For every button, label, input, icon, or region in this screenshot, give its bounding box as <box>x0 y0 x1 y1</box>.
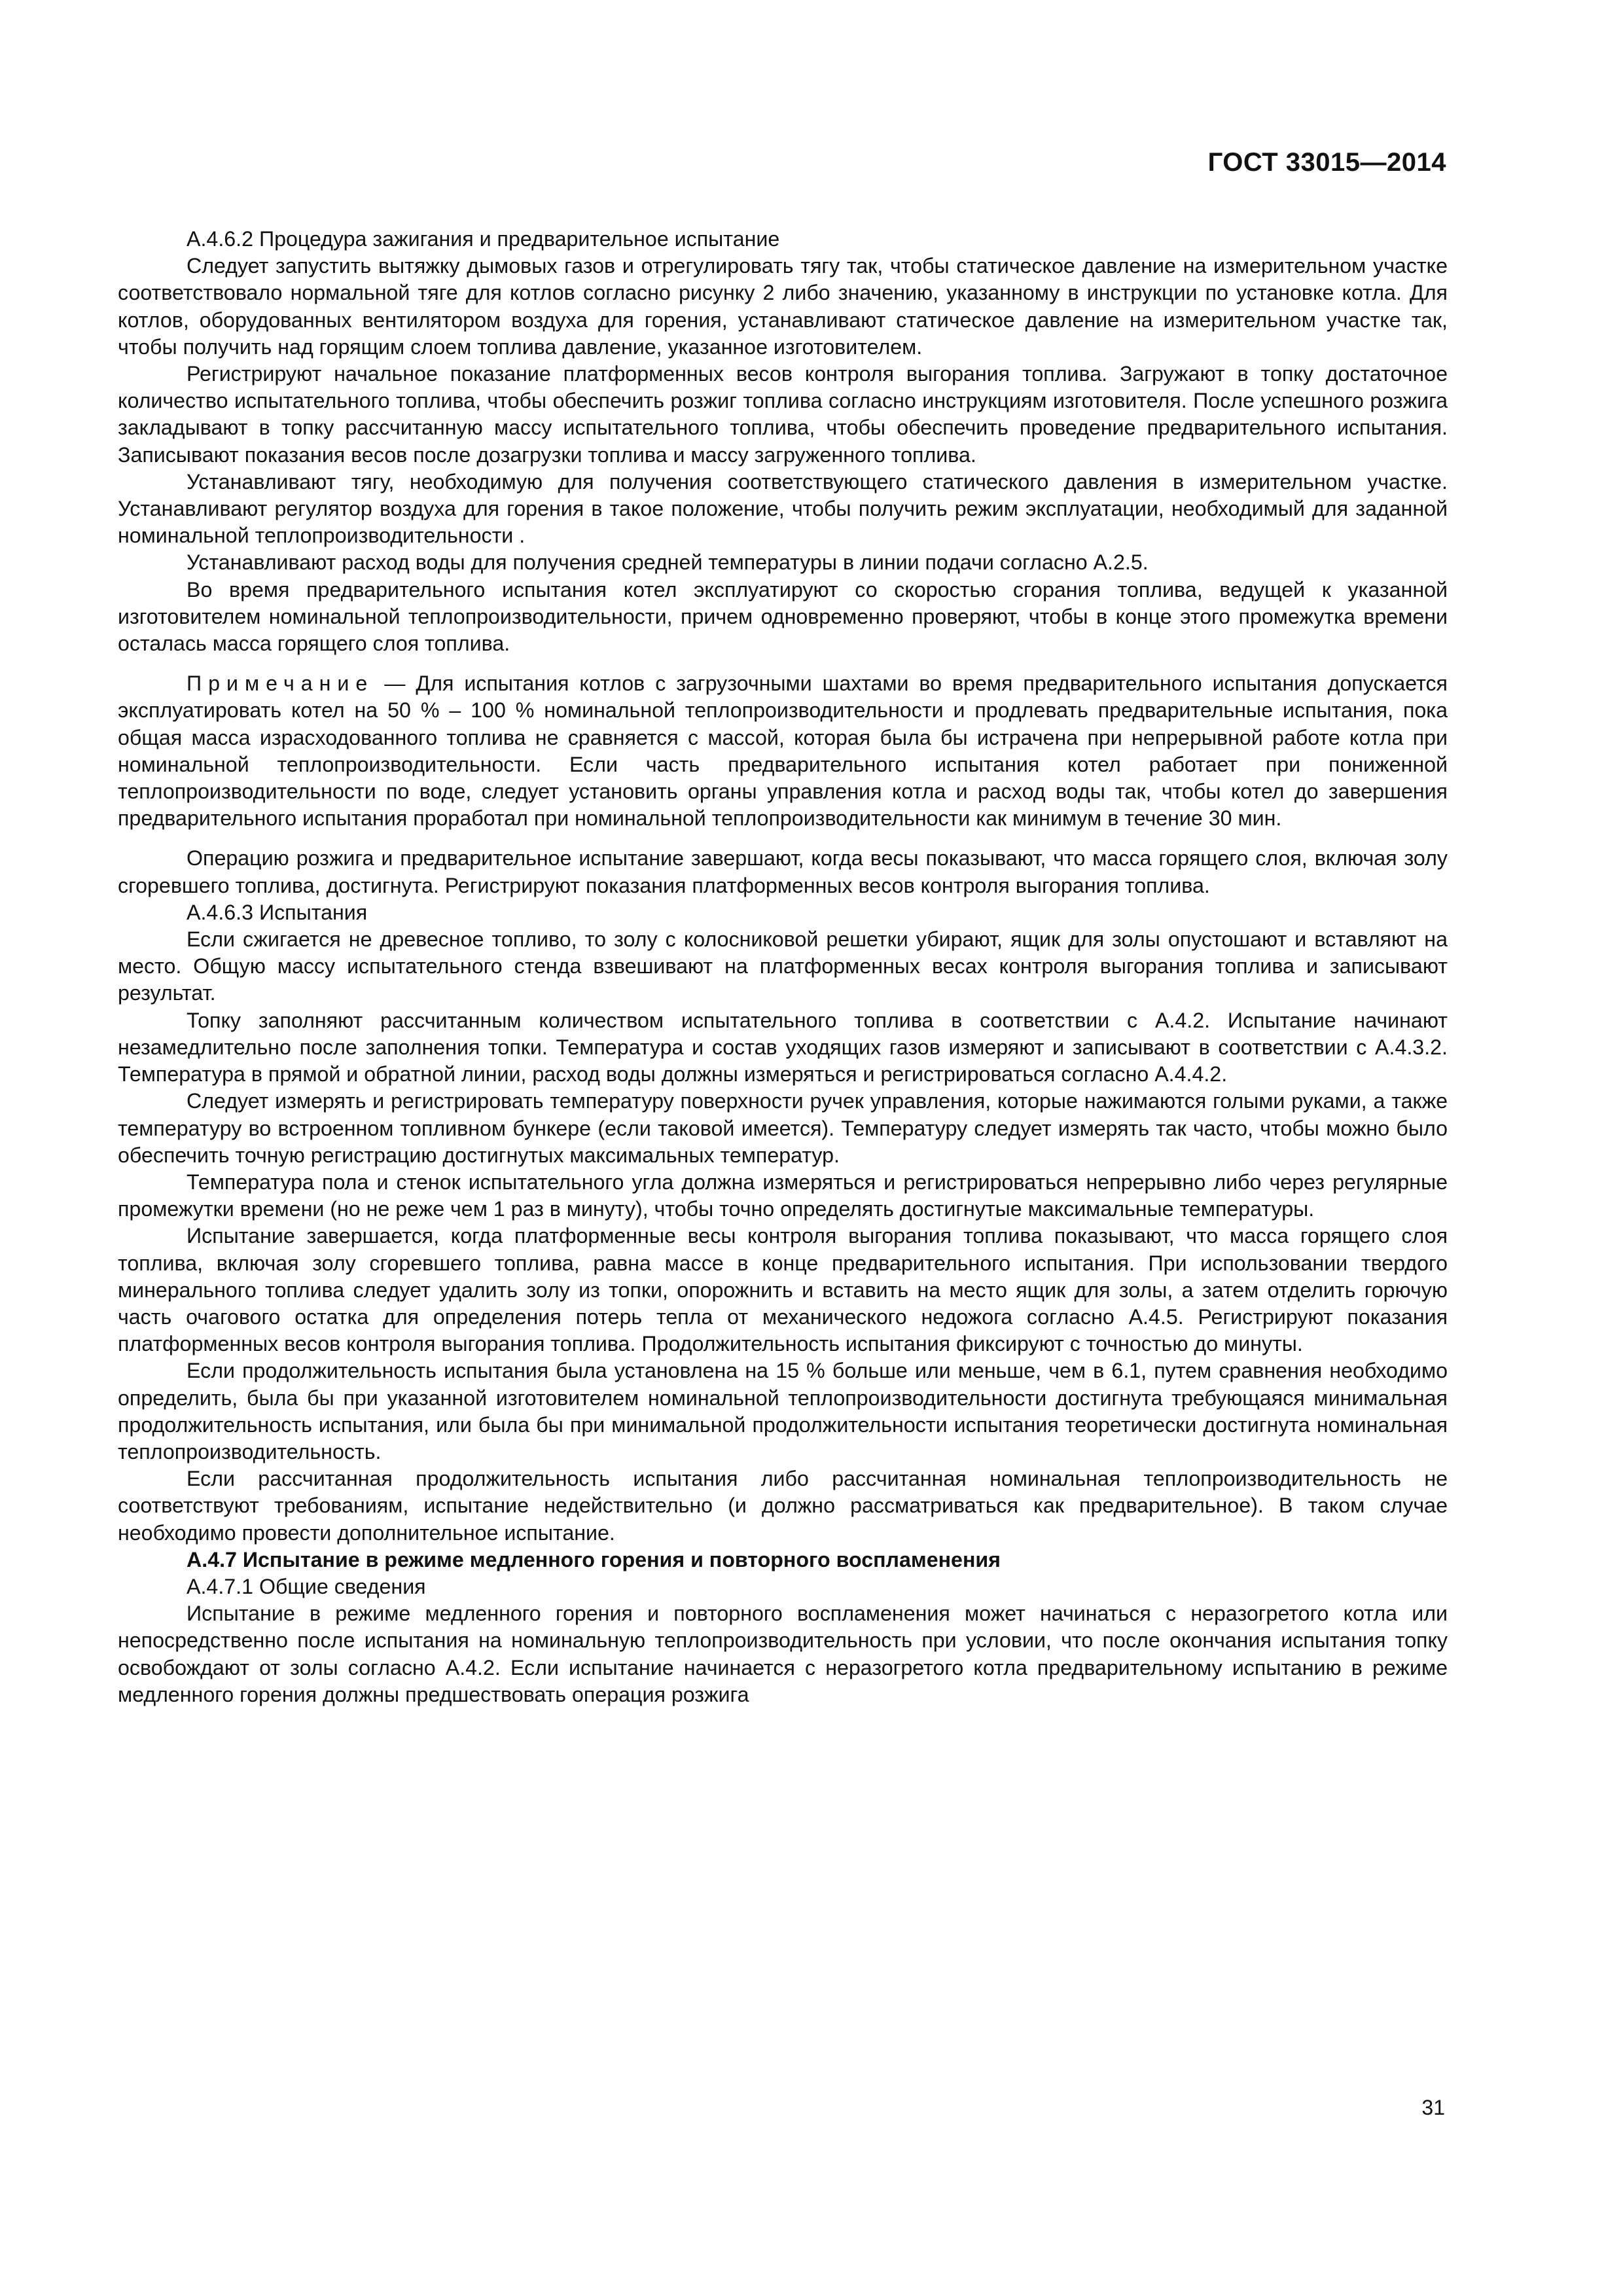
paragraph: Испытание завершается, когда платформенные весы контроля выгорания топлива показывают, что масса горящего слоя топлива, включая золу сгоревшего топлива, равна массе в конце предварительного испытания. При использовании твердого минерального топлива следует удалить золу из топки, опорожнить и вставить на место ящик для золы, а затем отделить горючую часть очагового остатка для определения потерь тепла от механического недожога согласно А.4.5. Регистрируют показания платформенных весов контроля выгорания топлива. Продолжительность испытания фиксируют с точностью до минуты. <box>118 1224 1448 1356</box>
document-body <box>118 226 1448 1708</box>
paragraph: Если продолжительность испытания была установлена на 15 % больше или меньше, чем в 6.1, путем сравнения необходимо определить, была бы при указанной изготовителем номинальной теплопроизводительности достигнута требующаяся минимальная продолжительность испытания, или была бы при минимальной продолжительности испытания теоретически достигнута номинальная теплопроизводительность. <box>118 1359 1448 1463</box>
page-number: 31 <box>1421 2096 1445 2119</box>
section-heading-a-4-7: А.4.7 Испытание в режиме медленного горения и повторного воспламенения <box>187 1547 1001 1571</box>
subsection-heading-a-4-6-3: А.4.6.3 Испытания <box>187 900 368 924</box>
note-paragraph <box>118 670 1448 832</box>
note-label: Примечание <box>187 672 374 696</box>
paragraph: Устанавливают расход воды для получения средней температуры в линии подачи согласно А.2.5. <box>187 550 1149 575</box>
paragraph: Во время предварительного испытания котел эксплуатируют со скоростью сгорания топлива, ведущей к указанной изготовителем номинальной теплопроизводительности, причем одновременно проверяют, чтобы в конце этого промежутка времени осталась масса горящего слоя топлива. <box>118 577 1448 656</box>
paragraph: Если сжигается не древесное топливо, то золу с колосниковой решетки убирают, ящик для золы опустошают и вставляют на место. Общую массу испытательного стенда взвешивают на платформенных весах контроля выгорания топлива и записывают результат. <box>118 927 1448 1005</box>
paragraph: Устанавливают тягу, необходимую для получения соответствующего статического давления в измерительном участке. Устанавливают регулятор воздуха для горения в такое положение, чтобы получить режим эксплуатации, необходимый для заданной номинальной теплопроизводительности . <box>118 469 1448 548</box>
paragraph: Если рассчитанная продолжительность испытания либо рассчитанная номинальная теплопроизводительность не соответствуют требованиям, испытание недействительно (и должно рассматриваться как предварительное). В таком случае необходимо провести дополнительное испытание. <box>118 1467 1448 1545</box>
paragraph: Температура пола и стенок испытательного угла должна измеряться и регистрироваться непрерывно либо через регулярные промежутки времени (но не реже чем 1 раз в минуту), чтобы точно определять достигнутые максимальные температуры. <box>118 1170 1448 1221</box>
paragraph: Регистрируют начальное показание платформенных весов контроля выгорания топлива. Загружают в топку достаточное количество испытательного топлива, чтобы обеспечить розжиг топлива согласно инструкциям изготовителя. После успешного розжига закладывают в топку рассчитанную массу испытательного топлива, чтобы обеспечить проведение предварительного испытания. Записывают показания весов после дозагрузки топлива и массу загруженного топлива. <box>118 362 1448 467</box>
paragraph: Следует запустить вытяжку дымовых газов и отрегулировать тягу так, чтобы статическое давление на измерительном участке соответствовало нормальной тяге для котлов согласно рисунку 2 либо значению, указанному в инструкции по установке котла. Для котлов, оборудованных вентилятором воздуха для горения, устанавливают статическое давление на измерительном участке так, чтобы получить над горящим слоем топлива давление, указанное изготовителем. <box>118 254 1448 359</box>
document-standard-id: ГОСТ 33015—2014 <box>1207 148 1446 177</box>
paragraph: Операцию розжига и предварительное испытание завершают, когда весы показывают, что масса горящего слоя, включая золу сгоревшего топлива, достигнута. Регистрируют показания платформенных весов контроля выгорания топлива. <box>118 846 1448 897</box>
paragraph: Топку заполняют рассчитанным количеством испытательного топлива в соответствии с А.4.2. Испытание начинают незамедлительно после заполнения топки. Температура и состав уходящих газов измеряют и записывают в соответствии с А.4.3.2. Температура в прямой и обратной линии, расход воды должны измеряться и регистрироваться согласно А.4.4.2. <box>118 1008 1448 1086</box>
note-text: — Для испытания котлов с загрузочными шахтами во время предварительного испытания допускается эксплуатировать котел на 50 % – 100 % номинальной теплопроизводительности и продлевать предварительные испытания, пока общая масса израсходованного топлива не сравняется с массой, которая была бы истрачена при непрерывной работе котла при номинальной теплопроизводительности. Если часть предварительного испытания котел работает при пониженной теплопроизводительности по воде, следует установить органы управления котла и расход воды так, чтобы котел до завершения предварительного испытания проработал при номинальной теплопроизводительности как минимум в течение 30 мин. <box>118 672 1448 831</box>
paragraph: Испытание в режиме медленного горения и повторного воспламенения может начинаться с неразогретого котла или непосредственно после испытания на номинальную теплопроизводительность при условии, что после окончания испытания топку освобождают от золы согласно А.4.2. Если испытание начинается с неразогретого котла предварительному испытанию в режиме медленного горения должны предшествовать операция розжига <box>118 1602 1448 1706</box>
subsection-heading-a-4-7-1: А.4.7.1 Общие сведения <box>187 1574 426 1598</box>
subsection-heading-a-4-6-2: А.4.6.2 Процедура зажигания и предварительное испытание <box>187 227 780 251</box>
paragraph: Следует измерять и регистрировать температуру поверхности ручек управления, которые нажимаются голыми руками, а также температуру во встроенном топливном бункере (если таковой имеется). Температуру следует измерять так часто, чтобы можно было обеспечить точную регистрацию достигнутых максимальных температур. <box>118 1089 1448 1167</box>
